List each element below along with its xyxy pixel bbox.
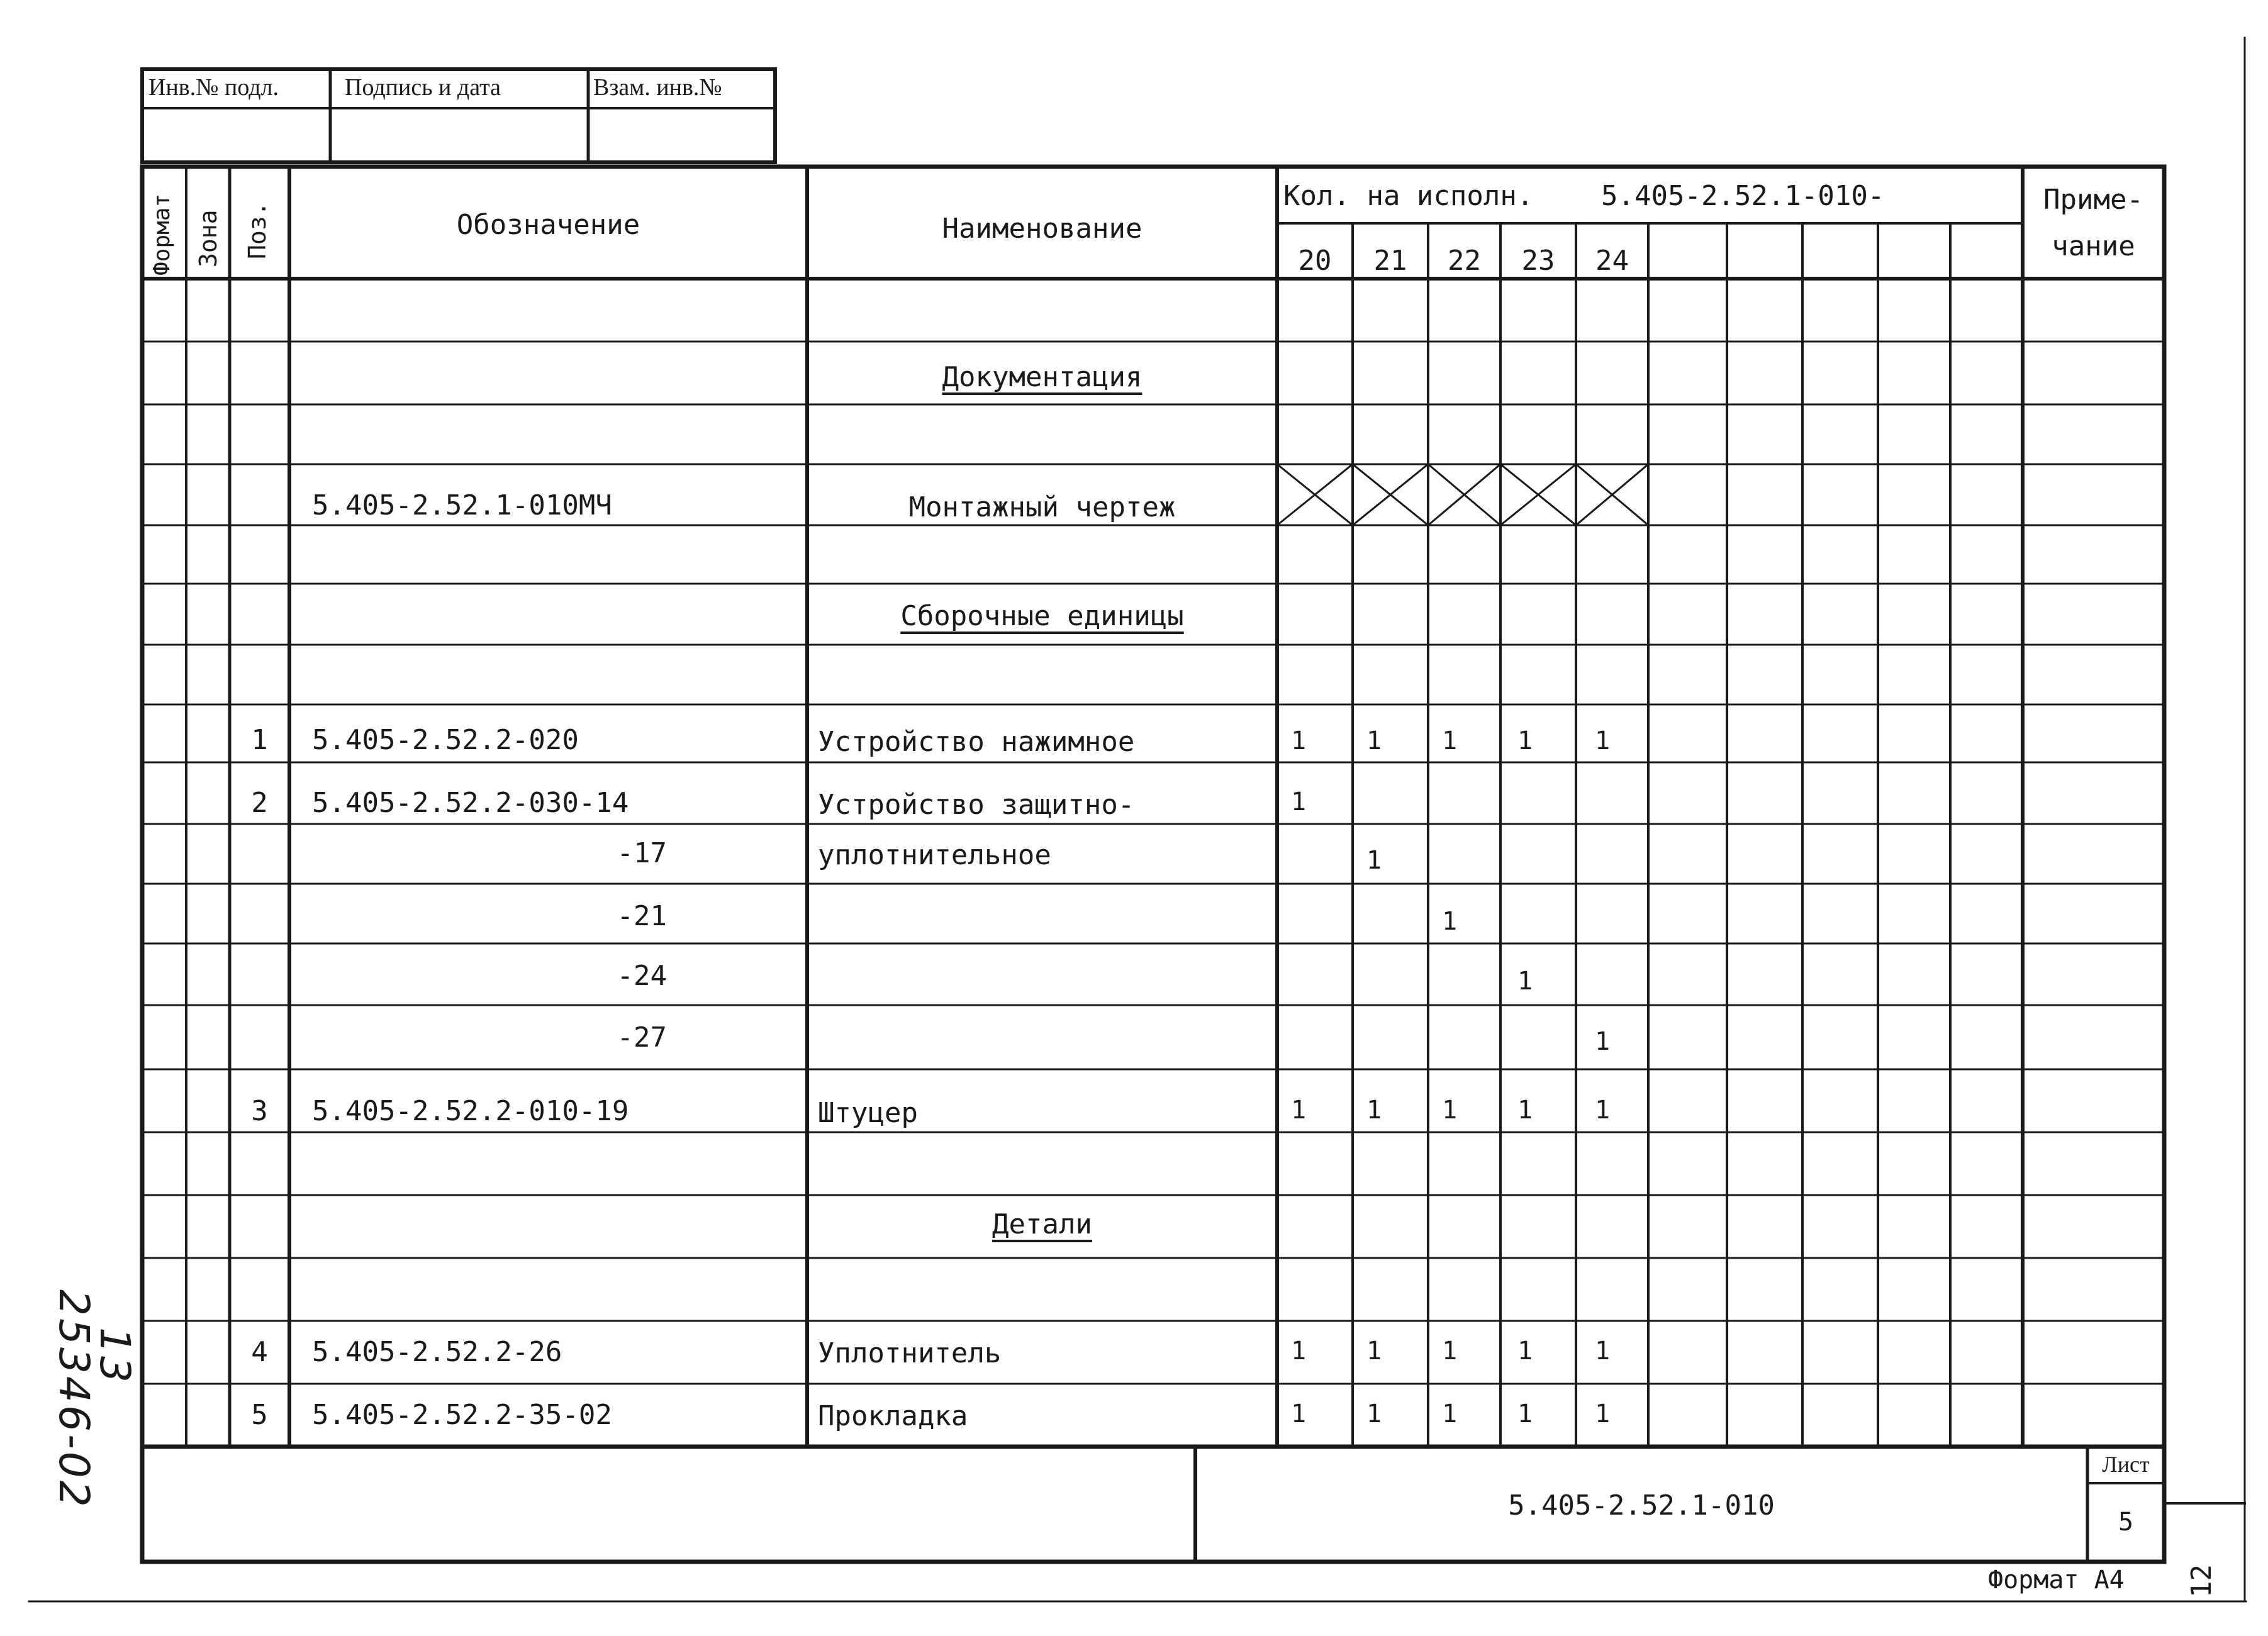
row-qty-20: 1: [1291, 787, 1307, 816]
row-poz: 3: [251, 1095, 268, 1127]
row-oboznachenie: 5.405-2.52.2-030-14: [312, 787, 629, 819]
header-poz: Поз.: [243, 201, 271, 259]
row-qty-20: 1: [1291, 1096, 1307, 1125]
row-poz: 4: [251, 1336, 268, 1368]
row-qty-24: 1: [1595, 1400, 1611, 1428]
row-oboznachenie: -21: [617, 900, 667, 932]
list-label: Лист: [2102, 1452, 2150, 1477]
row-oboznachenie: -17: [617, 837, 667, 869]
row-qty-24: 1: [1595, 1337, 1611, 1366]
row-qty-20: 1: [1291, 1400, 1307, 1428]
variant-24: 24: [1595, 245, 1629, 277]
row-naimenovanie: Устройство защитно-: [818, 789, 1135, 821]
row-naimenovanie: уплотнительное: [818, 839, 1051, 871]
stamp-inv-podl: Инв.№ подл.: [148, 74, 279, 101]
list-number: 5: [2118, 1508, 2134, 1537]
row-oboznachenie: 5.405-2.52.2-35-02: [312, 1399, 612, 1431]
row-qty-22: 1: [1442, 1337, 1458, 1366]
variant-22: 22: [1448, 245, 1481, 277]
row-qty-22: 1: [1442, 726, 1458, 755]
section-details: Детали: [992, 1208, 1092, 1240]
row-naimenovanie: Прокладка: [818, 1400, 968, 1432]
row-oboznachenie: 5.405-2.52.2-020: [312, 724, 579, 756]
header-primechanie-1: Приме-: [2043, 184, 2143, 216]
row-naimenovanie: Монтажный чертеж: [908, 491, 1176, 523]
row-qty-22: 1: [1442, 1400, 1458, 1428]
header-primechanie-2: чание: [2052, 230, 2135, 262]
row-qty-24: 1: [1595, 1027, 1611, 1056]
row-qty-23: 1: [1517, 1400, 1533, 1428]
row-oboznachenie: 5.405-2.52.2-010-19: [312, 1095, 629, 1127]
row-qty-20: 1: [1291, 1337, 1307, 1366]
row-qty-21: 1: [1366, 1400, 1382, 1428]
header-kol-doc: 5.405-2.52.1-010-: [1601, 180, 1885, 212]
row-qty-21: 1: [1366, 726, 1382, 755]
row-qty-22: 1: [1442, 1096, 1458, 1125]
variant-23: 23: [1521, 245, 1555, 277]
stamp-vzam-inv: Взам. инв.№: [593, 74, 722, 101]
row-oboznachenie: -24: [617, 960, 667, 992]
section-documentation: Документация: [942, 361, 1142, 393]
stamp-podpis-data: Подпись и дата: [345, 74, 501, 101]
side-sheet-number: 12: [2186, 1564, 2218, 1598]
header-kol-label: Кол. на исполн.: [1283, 180, 1534, 212]
variant-20: 20: [1298, 245, 1332, 277]
header-naimenovanie: Наименование: [942, 213, 1142, 245]
row-qty-24: 1: [1595, 726, 1611, 755]
variant-21: 21: [1373, 245, 1407, 277]
handwritten-number: 13: [91, 1327, 139, 1385]
row-qty-20: 1: [1291, 726, 1307, 755]
doc-number: 5.405-2.52.1-010: [1508, 1489, 1775, 1522]
row-poz: 5: [251, 1399, 268, 1431]
row-qty-21: 1: [1366, 846, 1382, 875]
row-qty-23: 1: [1517, 1337, 1533, 1366]
handwritten-code: 25346-02: [50, 1289, 98, 1510]
row-qty-21: 1: [1366, 1337, 1382, 1366]
section-assemblies: Сборочные единицы: [900, 600, 1184, 632]
row-oboznachenie: 5.405-2.52.2-26: [312, 1336, 562, 1368]
row-qty-22: 1: [1442, 907, 1458, 936]
header-zona: Зона: [194, 209, 222, 267]
row-naimenovanie: Штуцер: [818, 1097, 918, 1129]
header-oboznachenie: Обозначение: [456, 209, 640, 241]
row-oboznachenie: 5.405-2.52.1-010МЧ: [312, 489, 612, 521]
row-naimenovanie: Уплотнитель: [818, 1337, 1002, 1369]
row-poz: 2: [251, 787, 268, 819]
row-poz: 1: [251, 724, 268, 756]
row-qty-24: 1: [1595, 1096, 1611, 1125]
row-naimenovanie: Устройство нажимное: [818, 726, 1135, 758]
row-qty-23: 1: [1517, 726, 1533, 755]
row-qty-23: 1: [1517, 967, 1533, 996]
row-qty-21: 1: [1366, 1096, 1382, 1125]
row-oboznachenie: -27: [617, 1021, 667, 1054]
row-qty-23: 1: [1517, 1096, 1533, 1125]
header-format: Формат: [149, 193, 175, 275]
format-label: Формат А4: [1988, 1566, 2125, 1594]
